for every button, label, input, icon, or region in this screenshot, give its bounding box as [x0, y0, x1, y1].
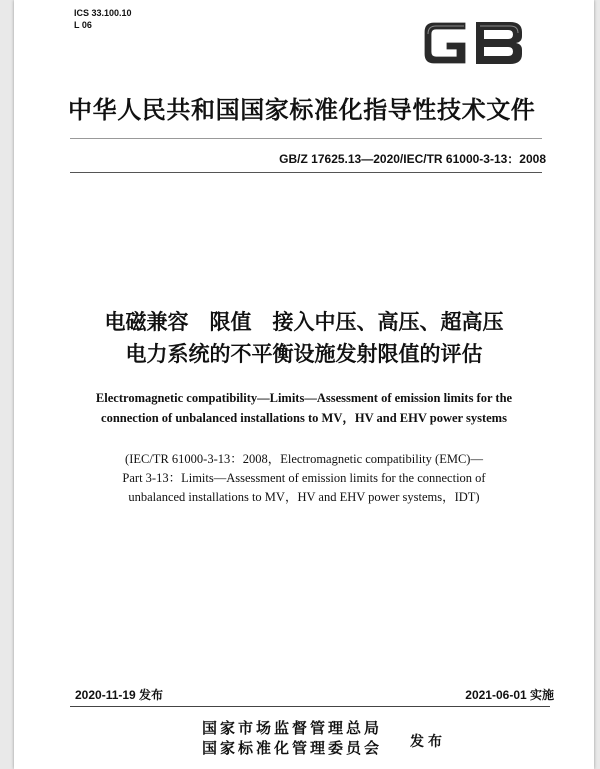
english-title-line-1: Electromagnetic compatibility—Limits—Assessment of emission limits for the	[95, 391, 513, 405]
bottom-divider	[70, 706, 550, 707]
idt-line-3: unbalanced installations to MV，HV and EHV power systems，IDT)	[128, 490, 480, 504]
chinese-title-line-1: 电磁兼容 限值 接入中压、高压、超高压	[104, 310, 504, 334]
classification-codes	[74, 7, 132, 31]
gb-logo-icon	[420, 14, 528, 72]
chinese-title-line-2: 电力系统的不平衡设施发射限值的评估	[125, 342, 483, 366]
identical-adoption-note	[54, 450, 554, 507]
idt-line-1: (IEC/TR 61000-3-13：2008，Electromagnetic compatibility (EMC)—	[125, 452, 483, 466]
chinese-title	[54, 306, 554, 370]
standard-code: GB/Z 17625.13—2020/IEC/TR 61000-3-13：2008	[279, 152, 546, 166]
idt-line-2: Part 3-13：Limits—Assessment of emission limits for the connection of	[122, 471, 486, 485]
ics-code: ICS 33.100.10	[74, 8, 132, 18]
issuer-samr: 国家市场监督管理总局	[202, 719, 383, 737]
ccs-code: L 06	[74, 20, 92, 30]
implementation-date: 2021-06-01 实施	[465, 688, 554, 702]
document-page	[14, 0, 594, 769]
english-title	[54, 388, 554, 428]
top-divider	[70, 138, 542, 139]
document-category-title: 中华人民共和国国家标准化指导性技术文件	[68, 96, 536, 124]
code-divider	[70, 172, 542, 173]
issuing-authorities	[202, 718, 382, 758]
publish-label: 发布	[410, 734, 446, 750]
issuer-sac: 国家标准化管理委员会	[202, 739, 383, 757]
issue-date: 2020-11-19 发布	[75, 688, 164, 702]
english-title-line-2: connection of unbalanced installations to MV，HV and EHV power systems	[101, 411, 507, 425]
